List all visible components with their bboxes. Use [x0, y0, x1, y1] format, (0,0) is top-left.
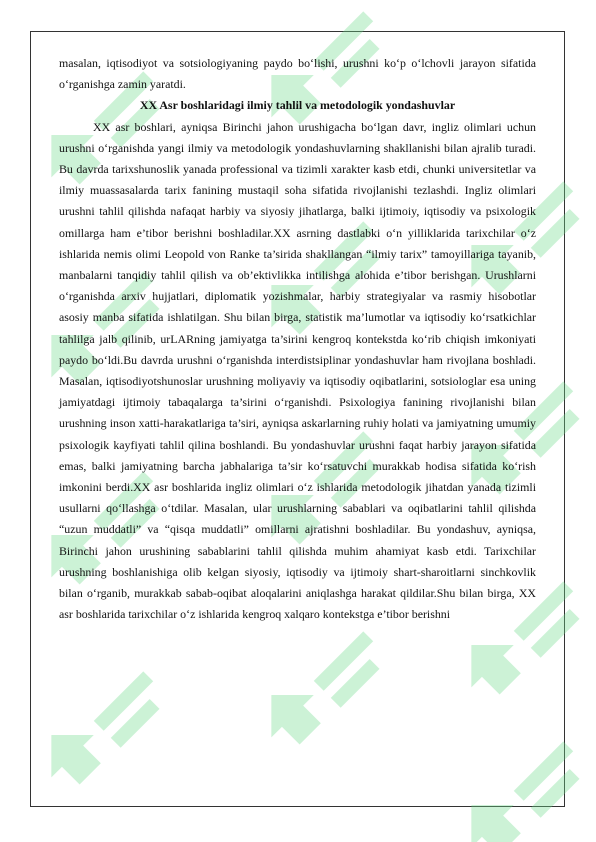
green-arrow-logo-icon	[250, 610, 420, 780]
intro-paragraph: masalan, iqtisodiyot va sotsiologiyaning paydo bo‘lishi, urushni ko‘p o‘lchovli jarayon sifatida o‘rganishga zamin yaratdi.	[59, 56, 536, 92]
section-heading: XX Asr boshlaridagi ilmiy tahlil va metodologik yondashuvlar	[139, 98, 456, 113]
body-paragraph: XX asr boshlari, ayniqsa Birinchi jahon urushigacha bo‘lgan davr, ingliz olimlari uchun urushni o‘rganishda yangi ilmiy va metodologik yondashuvlarning shakllanishi bilan ajralib turadi. Bu davrda tarixshunoslik yanada professional va tizimli xarakter kasb etdi, chunki universitetlar va ilmiy muassasalarda tarix fanining mustaqil soha sifatida rivojlanishi tezlashdi. Ingliz olimlari urushni tahlil qilishda nafaqat harbiy va siyosiy jihatlarga, balki ijtimoiy, iqtisodiy va psixologik omillarga ham e’tibor berishni boshladilar.XX asrning dastlabki o‘n yilliklarida tarixchilar o‘z ishlarida nemis olimi Leopold von Ranke ta’sirida shakllangan “ilmiy tarix” tamoyillariga tayanib, manbalarni tanqidiy tahlil qilish va ob’ektivlikka intilishga alohida e’tibor berishgan. Urushlarni o‘rganishda arxiv hujjatlari, diplomatik yozishmalar, harbiy strategiyalar va rasmiy hisobotlar asosiy manba sifatida ishlatilgan. Shu bilan birga, statistik ma’lumotlar va iqtisodiy ko‘rsatkichlar tahlilga jalb qilinib, urLARning jamiyatga ta’sirini kengroq kontekstda ko‘rib chiqish imkoniyati paydo bo‘ldi.Bu davrda urushni o‘rganishda interdistsiplinar yondashuvlar ham rivojlana boshladi. Masalan, iqtisodiyotshunoslar urushning moliyaviy va iqtisodiy oqibatlarini, sotsiologlar esa uning jamiyatdagi ijtimoiy tabaqalarga ta’sirini o‘rganishdi. Psixologiya fanining rivojlanishi bilan urushning inson xatti-harakatlariga ta’siri, ayniqsa askarlarning ruhiy holati va jamiyatning umumiy psixologik kayfiyati tahlil qilina boshlandi. Bu yondashuvlar urushni faqat harbiy jarayon sifatida emas, balki jamiyatning barcha jabhalariga ta’sir ko‘rsatuvchi murakkab hodisa sifatida ko‘rish imkonini berdi.XX asr boshlarida ingliz olimlari o‘z ishlarida metodologik jihatdan yanada tizimli usullarni qo‘llashga o‘tdilar. Masalan, ular urushlarning sabablari va oqibatlarini tahlil qilishda “uzun muddatli” va “qisqa muddatli” omillarni ajratishni boshladilar. Bu yondashuv, ayniqsa, Birinchi jahon urushining sabablarini tahlil qilishda muhim ahamiyat kasb etdi. Tarixchilar urushning boshlanishiga olib kelgan siyosiy, iqtisodiy va ijtimoiy shart-sharoitlarni sinchkovlik bilan o‘rganib, murakkab sabab-oqibat aloqalarini aniqlashga harakat qildilar.Shu bilan birga, XX asr boshlarida tarixchilar o‘z ishlarida kengroq xalqaro kontekstga e’tibor berishni	[59, 119, 536, 622]
green-arrow-logo-icon	[30, 650, 200, 820]
document-body	[59, 53, 536, 625]
green-arrow-logo-icon	[450, 720, 596, 842]
